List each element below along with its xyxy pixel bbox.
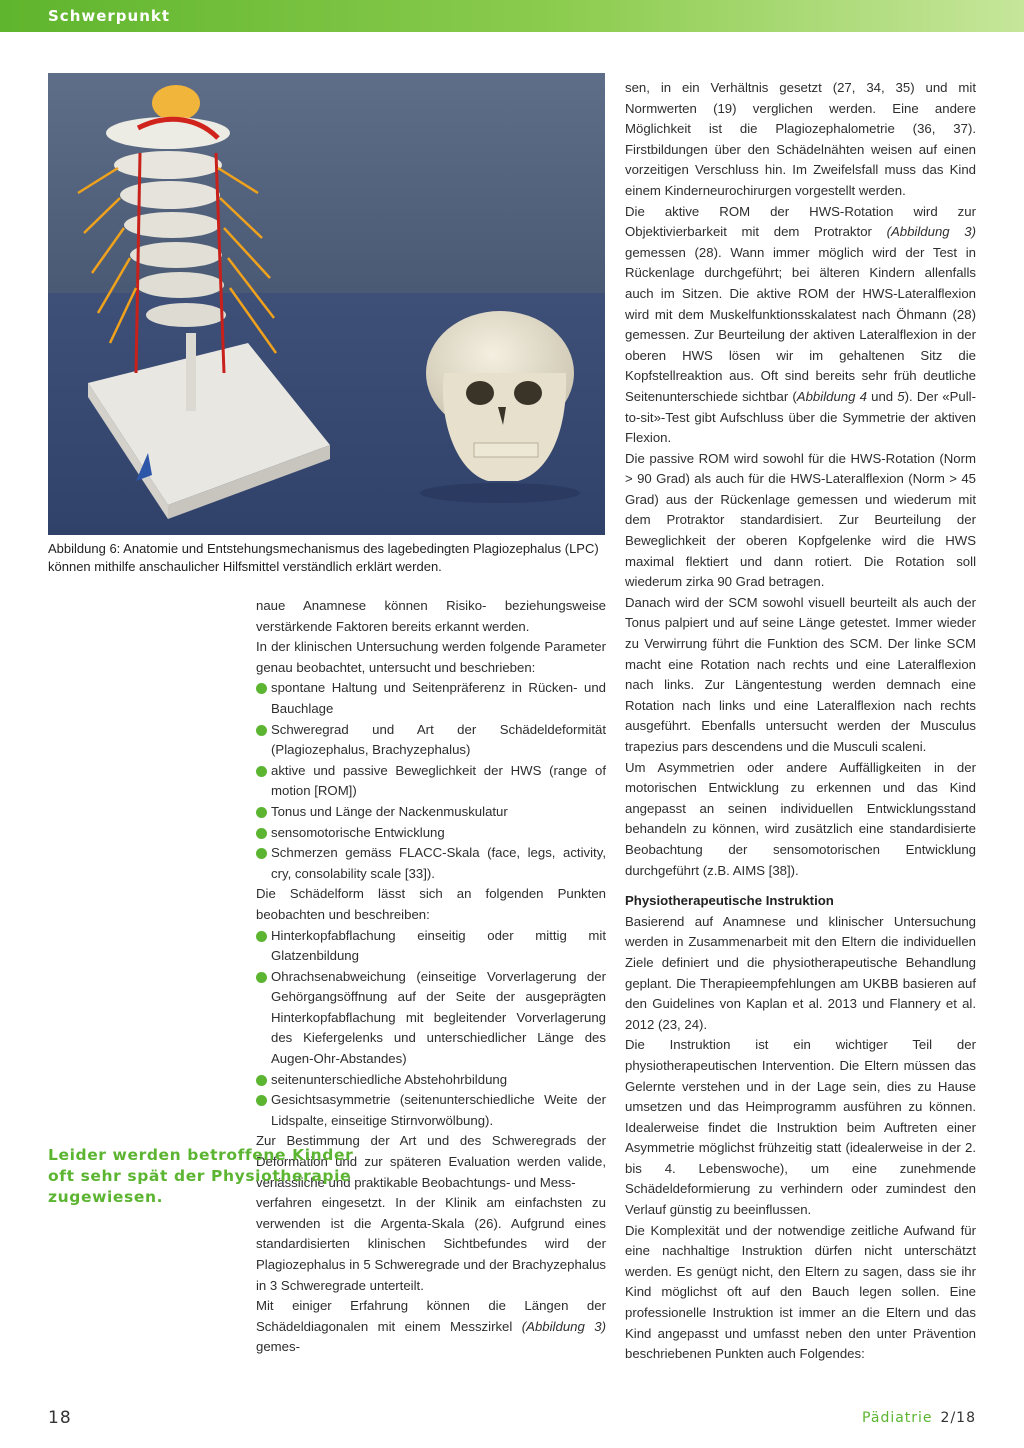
right-text-column (625, 78, 976, 1365)
page-number: 18 (48, 1408, 72, 1428)
section-title: Schwerpunkt (48, 7, 171, 25)
section-header-bar (0, 0, 1024, 32)
examination-parameters-list (256, 678, 606, 884)
paragraph: sen, in ein Verhältnis gesetzt (27, 34, 35) und mit Normwerten (19) verglichen werden. Eine andere Möglichkeit ist die Plagiozephalometrie (36, 37). Firstbildungen über den Schädelnähten weisen auf einen vorzeitigen Verschluss hin. Im Zweifelsfall muss das Kind einem Kinderneurochirurgen vorgestellt werden. (625, 80, 976, 198)
list-item: seitenunterschiedliche Abstehohrbildung (256, 1070, 606, 1091)
list-item: Schweregrad und Art der Schädeldeformität (Plagiozephalus, Brachyzephalus) (256, 720, 606, 761)
section-heading: Physiotherapeutische Instruktion (625, 893, 834, 909)
paragraph: Danach wird der SCM sowohl visuell beurteilt als auch der Tonus palpiert und auf seine Länge getestet. Immer wieder zu Verwirrung führt die Funktion des SCM. Der linke SCM macht eine Rotation nach rechts und eine Lateralflexion nach links. Zur Längentestung werden demnach eine Rotation nach links und eine Lateralflexion nach rechts ausgeführt. Ebenfalls untersucht werden der Musculus trapezius pars descendens und die Musculi scaleni. (625, 594, 976, 754)
figure-photo (48, 73, 605, 535)
list-item: aktive und passive Beweglichkeit der HWS (range of motion [ROM]) (256, 761, 606, 802)
list-item: Ohrachsenabweichung (einseitige Vorverlagerung der Gehörgangsöffnung auf der Seite der ausgeprägten Hinterkopfabflachung mit begleitender Vorverlagerung des Kiefergelenks und unterschiedlicher Länge des Augen-Ohr-Abstandes) (256, 967, 606, 1070)
figure-caption: Abbildung 6: Anatomie und Entstehungsmechanismus des lagebedingten Plagiozephalus (LPC) können mithilfe anschaulicher Hilfsmittel verständlich erklärt werden. (48, 541, 599, 574)
left-text-column (256, 596, 606, 1358)
list-item: Tonus und Länge der Nackenmuskulatur (256, 802, 606, 823)
paragraph: Die Instruktion ist ein wichtiger Teil der physiotherapeutischen Intervention. Die Eltern müssen das Gelernte verstehen und in der Lage sein, dies zu Hause umsetzen und das Heimprogramm ausführen zu können. Idealerweise findet die Instruktion beim Auftreten einer Asymmetrie möglichst frühzeitig statt (idealerweise in der 2. bis 4. Lebenswoche), um eine zunehmende Schädeldeformierung zu verhindern oder zumindest den Verlauf günstig zu beeinflussen. (625, 1037, 976, 1218)
list-item: sensomotorische Entwicklung (256, 823, 606, 844)
paragraph: Die passive ROM wird sowohl für die HWS-Rotation (Norm > 90 Grad) als auch für die HWS-Lateralflexion (Norm > 45 Grad) aus der Rückenlage gemessen und wiederum mit dem Protraktor standardisiert. Zur Beurteilung der Beweglichkeit der oberen Kopfgelenke wird die HWS maximal flektiert und dann rotiert. Die Rotation soll wiederum zirka 90 Grad betragen. (625, 450, 976, 590)
paragraph: Die Schädelform lässt sich an folgenden Punkten beobachten und beschreiben: (256, 886, 606, 922)
list-item: Hinterkopfabflachung einseitig oder mittig mit Glatzenbildung (256, 926, 606, 967)
paragraph: Basierend auf Anamnese und klinischer Untersuchung werden in Zusammenarbeit mit den Eltern die individuellen Ziele definiert und die physiotherapeutische Behandlung geplant. Die Therapieempfehlungen am UKBB basieren auf den Guidelines von Kaplan et al. 2013 und Flannery et al. 2012 (23, 24). (625, 913, 976, 1032)
paragraph: Mit einiger Erfahrung können die Längen der Schädeldiagonalen mit einem Messzirkel (Abbildung 3) gemes- (256, 1298, 606, 1355)
journal-name: Pädiatrie (862, 1410, 933, 1426)
paragraph: In der klinischen Untersuchung werden folgende Parameter genau beobachtet, untersucht und beschrieben: (256, 639, 606, 675)
paragraph: Zur Bestimmung der Art und des Schweregrads der Deformation und zur späteren Evaluation werden valide, verlässliche und praktikable Beobachtungs- und Mess- (256, 1133, 606, 1190)
pull-quote: Leider werden betroffene Kinder oft sehr spät der Physiotherapie zugewiesen. (48, 1146, 354, 1206)
paragraph: verfahren eingesetzt. In der Klinik am einfachsten zu verwenden ist die Argenta-Skala (26). Aufgrund eines standardisierten klinischen Sichtbefundes wird der Plagiozephalus in 5 Schweregrade und der Brachyzephalus in 3 Schweregrade unterteilt. (256, 1195, 606, 1293)
paragraph: Die aktive ROM der HWS-Rotation wird zur Objektivierbarkeit mit dem Protraktor (Abbildung 3) gemessen (28). Wann immer möglich wird der Test in Rückenlage durchgeführt; bei älteren Kindern allenfalls auch im Sitzen. Die aktive ROM der HWS-Lateralflexion wird mit dem Muskelfunktionsskalatest nach Öhmann (28) gemessen. Zur Beurteilung der aktiven Lateralflexion in der oberen HWS lösen wir im gehaltenen Sitz die Kopfstellreaktion aus. Oft sind bereits sehr früh deutliche Seitenunterschiede sichtbar (Abbildung 4 und 5). Der «Pull-to-sit»-Test gibt Aufschluss über die Symmetrie der aktiven Flexion. (625, 203, 976, 446)
paragraph: Um Asymmetrien oder andere Auffälligkeiten in der motorischen Entwicklung zu erkennen und das Kind angepasst an seinen individuellen Entwicklungsstand behandeln zu können, wird zusätzlich eine standardisierte Beobachtung der sensomotorischen Entwicklung durchgeführt (z.B. AIMS [38]). (625, 759, 976, 878)
paragraph: Die Komplexität und der notwendige zeitliche Aufwand für eine nachhaltige Instruktion dürfen nicht unterschätzt werden. Es genügt nicht, den Eltern zu sagen, dass sie ihr Kind möglichst oft auf den Bauch legen sollen. Eine professionelle Instruktion ist immer an die Eltern und das Kind angepasst und umfasst neben den unter Prävention beschriebenen Punkten auch Folgendes: (625, 1222, 976, 1362)
journal-issue: 2/18 (940, 1410, 976, 1426)
anatomy-models-illustration (48, 73, 605, 535)
list-item: spontane Haltung und Seitenpräferenz in Rücken- und Bauchlage (256, 678, 606, 719)
list-item: Schmerzen gemäss FLACC-Skala (face, legs, activity, cry, consolability scale [33]). (256, 843, 606, 884)
paragraph: naue Anamnese können Risiko- beziehungsweise verstärkende Faktoren bereits erkannt werden. (256, 598, 606, 634)
skull-shape-list (256, 926, 606, 1132)
journal-footer (862, 1410, 976, 1426)
list-item: Gesichtsasymmetrie (seitenunterschiedliche Weite der Lidspalte, einseitige Stirnvorwölbung). (256, 1090, 606, 1131)
